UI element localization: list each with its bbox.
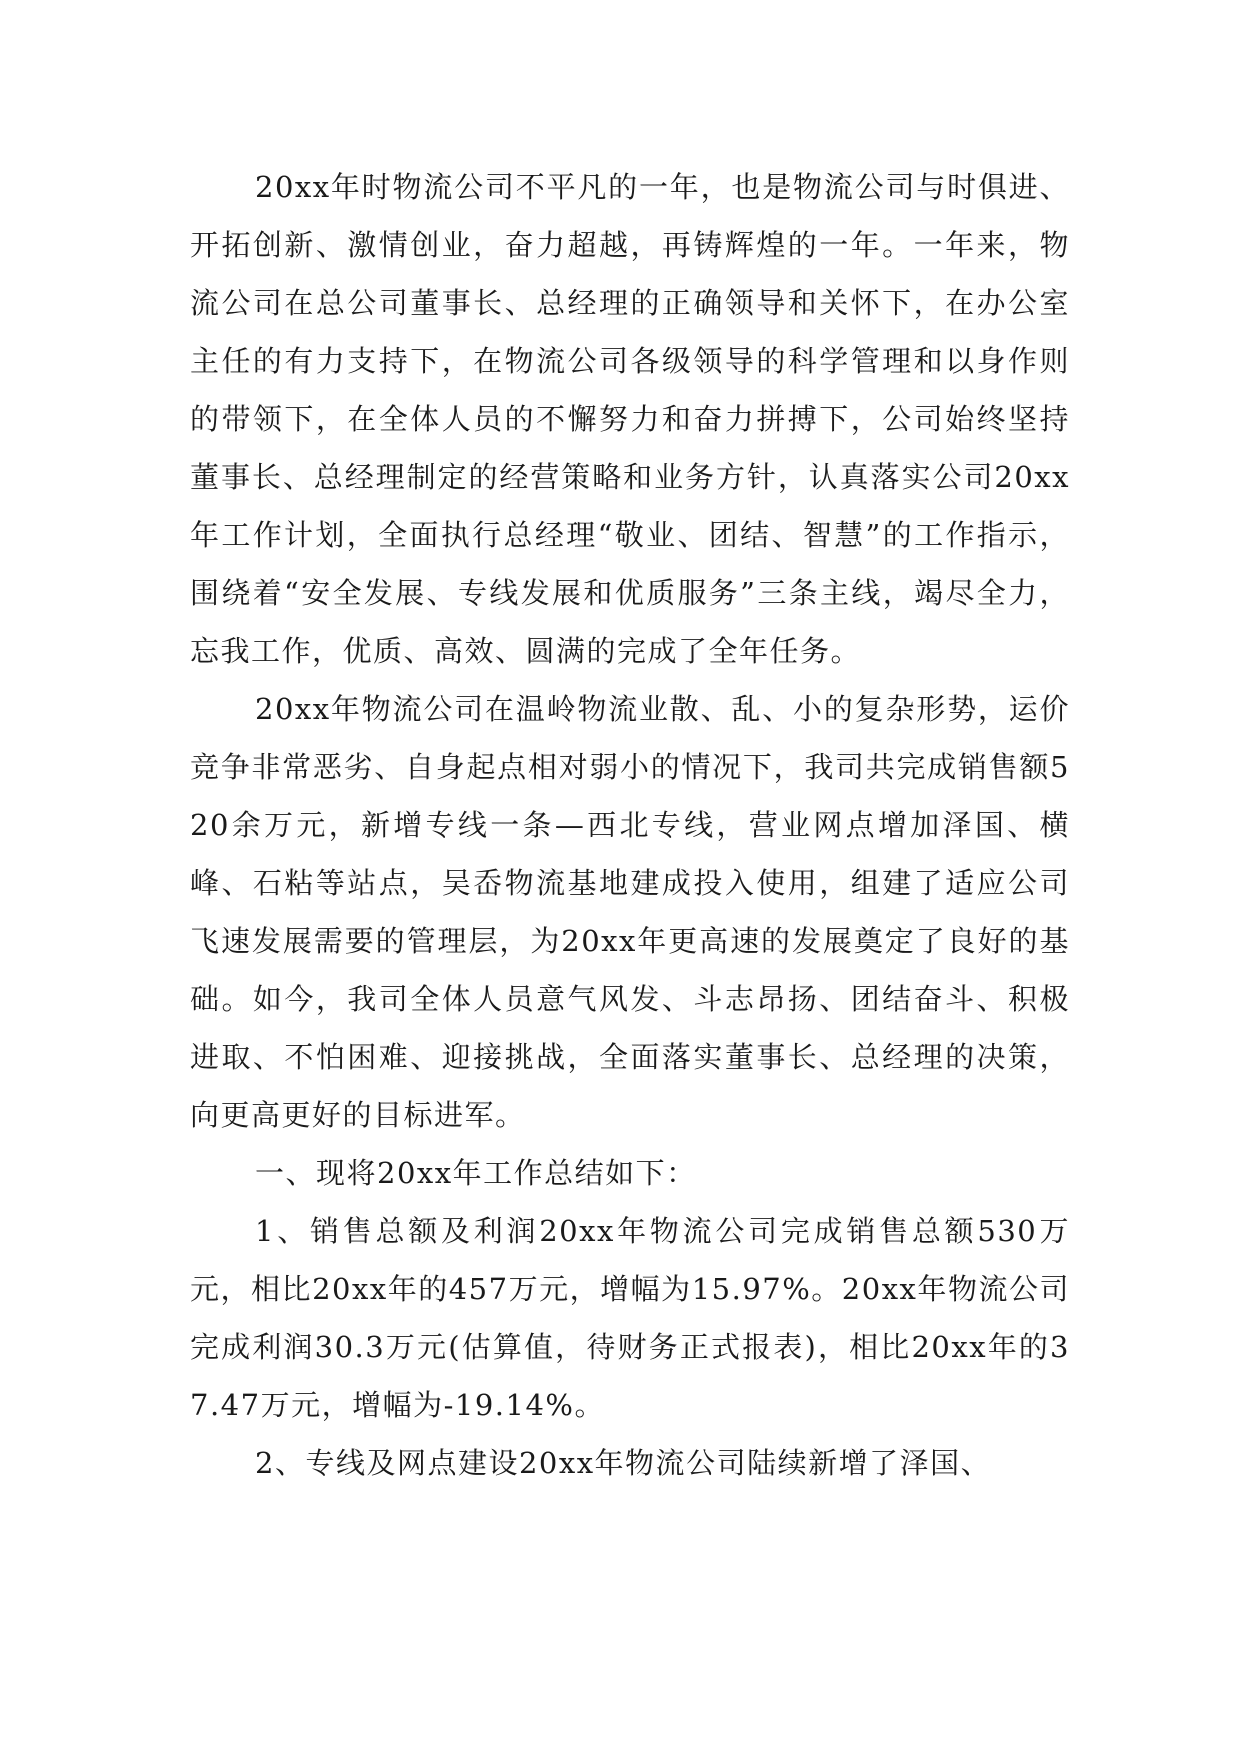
section-heading-summary: 一、现将20xx年工作总结如下： [255, 1156, 697, 1190]
paragraph-sales-profit: 1、销售总额及利润20xx年物流公司完成销售总额530万元，相比20xx年的457万元，增幅为15.97%。20xx年物流公司完成利润30.3万元(估算值，待财务正式报表)，相比20xx年的37.47万元，增幅为-19.14%。 [190, 1214, 1070, 1422]
document-body [190, 158, 1070, 1492]
paragraph-performance: 20xx年物流公司在温岭物流业散、乱、小的复杂形势，运价竞争非常恶劣、自身起点相对弱小的情况下，我司共完成销售额520余万元，新增专线一条—西北专线，营业网点增加泽国、横峰、石粘等站点，吴岙物流基地建成投入使用，组建了适应公司飞速发展需要的管理层，为20xx年更高速的发展奠定了良好的基础。如今，我司全体人员意气风发、斗志昂扬、团结奋斗、积极进取、不怕困难、迎接挑战，全面落实董事长、总经理的决策，向更高更好的目标进军。 [190, 692, 1070, 1132]
paragraph-intro: 20xx年时物流公司不平凡的一年，也是物流公司与时俱进、开拓创新、激情创业，奋力超越，再铸辉煌的一年。一年来，物流公司在总公司董事长、总经理的正确领导和关怀下，在办公室主任的有力支持下，在物流公司各级领导的科学管理和以身作则的带领下，在全体人员的不懈努力和奋力拼搏下，公司始终坚持董事长、总经理制定的经营策略和业务方针，认真落实公司20xx年工作计划，全面执行总经理“敬业、团结、智慧”的工作指示，围绕着“安全发展、专线发展和优质服务”三条主线，竭尽全力，忘我工作，优质、高效、圆满的完成了全年任务。 [190, 170, 1070, 668]
paragraph-network-construction: 2、专线及网点建设20xx年物流公司陆续新增了泽国、 [255, 1446, 992, 1480]
